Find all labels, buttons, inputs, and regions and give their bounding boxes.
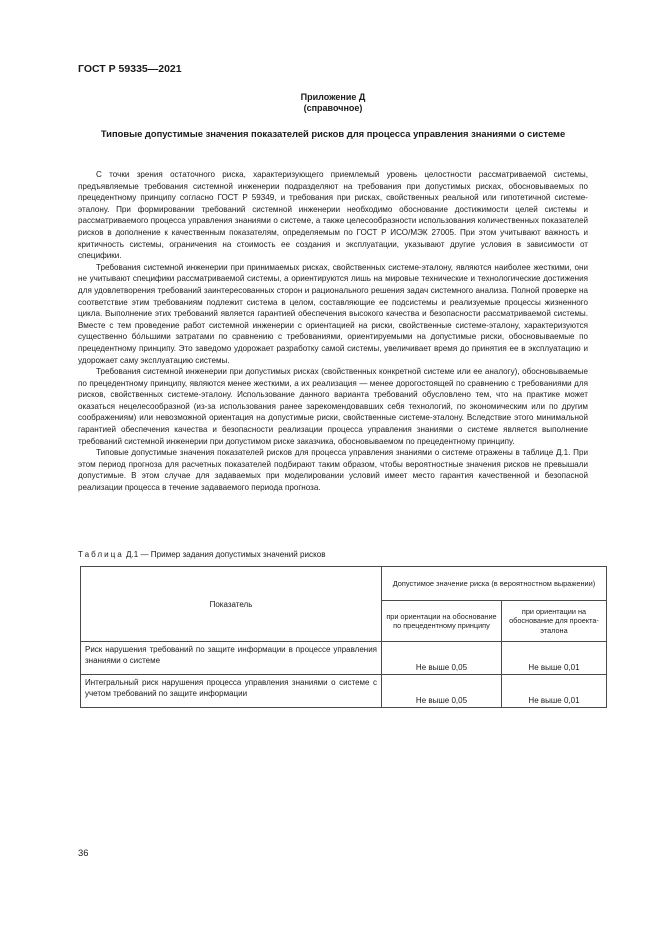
cell-precedent: Не выше 0,05 [382, 675, 502, 708]
annex-label: Приложение Д [300, 92, 366, 102]
table-row [81, 675, 607, 708]
cell-indicator: Риск нарушения требований по защите информации в процессе управления знаниями о системе [81, 642, 382, 675]
cell-reference: Не выше 0,01 [501, 675, 606, 708]
standard-code: ГОСТ Р 59335—2021 [78, 63, 182, 75]
paragraph: Требования системной инженерии при допустимых рисках (свойственных конкретной системе или ее аналогу), обосновываемые по прецедентному принципу, являются менее жесткими, а их реализация — менее дорогостоящей по сравнению с требованиями для рисков, свойственных системе-эталону. Использование данного варианта требований обусловлено тем, что на практике может оказаться нецелесообразной (из-за использования ранее зарекомендовавших себя технологий, по экономическим или по другим соображениям) или невозможной ориентация на допустимые риски, свойственные системе-эталону. Вследствие этого минимальной гарантией обеспечения качества и безопасности реализации процесса управления знаниями о системе является выполнение требований системной инженерии при допустимом риске заказчика, обосновываемом по прецедентному принципу. [78, 367, 588, 446]
table-row [81, 642, 607, 675]
header-permissible-value: Допустимое значение риска (в вероятностном выражении) [382, 567, 607, 601]
cell-precedent: Не выше 0,05 [382, 642, 502, 675]
paragraph: Типовые допустимые значения показателей рисков для процесса управления знаниями о системе отражены в таблице Д.1. При этом период прогноза для расчетных показателей подбирают таким образом, чтобы вероятностные значения рисков не превышали допустимые. В этом случае для задаваемых при моделировании условий имеет место гарантия качественной и безопасной реализации процесса в течение задаваемого периода прогноза. [78, 448, 588, 493]
body-text [78, 169, 588, 494]
table-caption-text: Д.1 — Пример задания допустимых значений рисков [123, 550, 326, 559]
table-header-row [81, 567, 607, 601]
table-caption [78, 550, 326, 560]
table-caption-word: Таблица [78, 550, 124, 559]
header-indicator: Показатель [81, 567, 382, 642]
header-precedent: при ориентации на обоснование по прецедентному принципу [382, 601, 502, 642]
paragraph: Требования системной инженерии при принимаемых рисках, свойственных системе-эталону, являются наиболее жесткими, они не учитывают специфики рассматриваемой системы, а ориентируются лишь на мировые технические и технологические достижения для удовлетворения требований заинтересованных сторон и рационального решения задач системного анализа. Полной проверке на соответствие этим требованиям подлежит система в целом, составляющие ее подсистемы и реализуемые процессы жизненного цикла. Выполнение этих требований является гарантией обеспечения высокого качества и безопасности рассматриваемой системы. Вместе с тем проведение работ системной инженерии с ориентацией на риски, свойственные системе-эталону, характеризуются существенно бо́льшими затратами по сравнению с требованиями, ориентируемыми на допустимые риски, обосновываемые по прецедентному принципу. Это заведомо удорожает разработку самой системы, увеличивает время до принятия ее в эксплуатацию и удорожает саму эксплуатацию системы. [78, 262, 588, 365]
risk-table [80, 566, 607, 708]
annex-title: Типовые допустимые значения показателей рисков для процесса управления знаниями о системе [100, 128, 566, 139]
page-number: 36 [78, 847, 89, 858]
annex-heading [78, 92, 588, 114]
paragraph: С точки зрения остаточного риска, характеризующего приемлемый уровень целостности рассматриваемой системы, предъявляемые требования системной инженерии подразделяют на требования при допустимых рисках, обосновываемых по прецедентному принципу согласно ГОСТ Р 59349, и требования при рисках, свойственных реальной или гипотетичной системе-эталону. При формировании требований системной инженерии необходимо обоснование достижимости целей системы и рассматриваемого процесса управления знаниями о системе, а также целесообразности использования количественных показателей рисков в дополнение к качественным показателям, определяемым по ГОСТ Р ИСО/МЭК 27005. При этом учитывают важность и критичность системы, ограничения на стоимость ее создания и эксплуатации, указывают другие условия в зависимости от специфики. [78, 170, 588, 261]
cell-indicator: Интегральный риск нарушения процесса управления знаниями о системе с учетом требований по защите информации [81, 675, 382, 708]
header-reference: при ориентации на обоснование для проекта-эталона [501, 601, 606, 642]
cell-reference: Не выше 0,01 [501, 642, 606, 675]
annex-kind: (справочное) [303, 103, 363, 113]
